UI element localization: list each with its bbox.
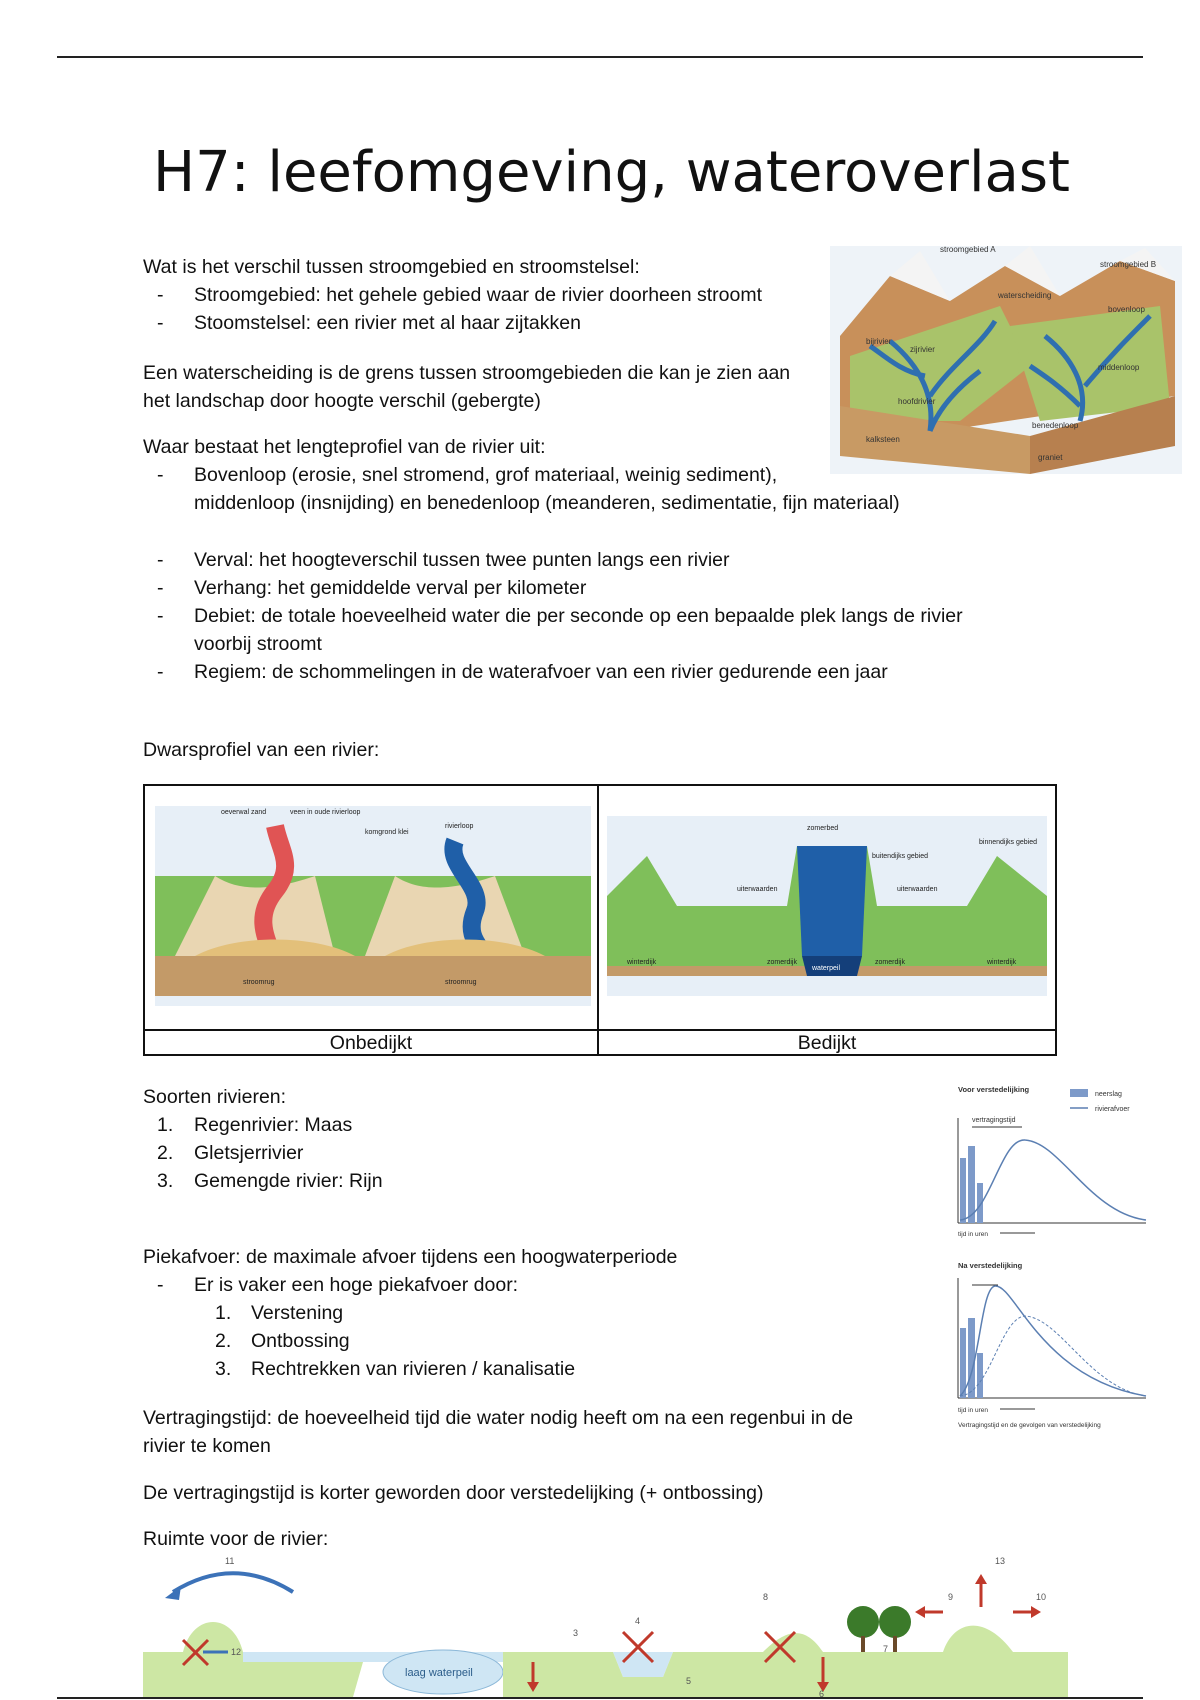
- rain-bar: [960, 1158, 966, 1223]
- rain-bar: [960, 1328, 966, 1398]
- table-divider: [597, 786, 599, 1054]
- piekafvoer-section: [143, 1243, 923, 1383]
- label-graniet: graniet: [1038, 453, 1063, 462]
- number-label: 8: [763, 1592, 769, 1602]
- hydrograph-figure: [950, 1078, 1150, 1448]
- list-item-line: voorbij stroomt: [194, 633, 322, 655]
- vertraging-paragraph: [143, 1404, 923, 1460]
- label-hoofdrivier: hoofdrivier: [898, 397, 936, 406]
- list-item: - Stoomstelsel: een rivier met al haar zijtakken: [143, 309, 823, 337]
- label-binnendijks: binnendijks gebied: [979, 839, 1037, 846]
- graph-caption: Vertragingstijd en de gevolgen van verstedelijking: [958, 1422, 1101, 1429]
- list-number: 2.: [157, 1142, 174, 1164]
- label-buitendijks: buitendijks gebied: [872, 853, 929, 860]
- label-stroomrug: stroomrug: [243, 979, 275, 986]
- list-item: [143, 1167, 843, 1195]
- vertraging-line: Vertragingstijd: de hoeveelheid tijd die water nodig heeft om na een regenbui in de: [143, 1407, 854, 1429]
- vertraging-conclusion: De vertragingstijd is korter geworden door verstedelijking (+ ontbossing): [143, 1482, 764, 1504]
- bottom-rule: [57, 1697, 1143, 1699]
- list-item: [143, 1111, 843, 1139]
- list-text: Rechtrekken van rivieren / kanalisatie: [251, 1358, 576, 1380]
- piekafvoer-causes: [143, 1299, 923, 1383]
- label-overwal-zand: oeverwal zand: [221, 809, 267, 816]
- label-komgrond: komgrond klei: [365, 829, 409, 836]
- label-uiterwaarden: uiterwaarden: [737, 886, 778, 893]
- label-zijrivier: zijrivier: [910, 345, 935, 354]
- number-label: 13: [995, 1556, 1006, 1566]
- definitions-list: [143, 546, 1043, 686]
- list-item: - Er is vaker een hoge piekafvoer door:: [143, 1271, 923, 1299]
- label-zomerbed: zomerbed: [807, 825, 839, 832]
- number-label: 4: [635, 1616, 641, 1626]
- number-label: 10: [1036, 1592, 1047, 1602]
- list-item: [143, 1355, 923, 1383]
- graph-top-title: Voor verstedelijking: [958, 1085, 1030, 1094]
- stroomgebied-section: [143, 253, 823, 337]
- label-tijd-in-uren: tijd in uren: [958, 1407, 988, 1414]
- list-item: - Stroomgebied: het gehele gebied waar de rivier doorheen stroomt: [143, 281, 823, 309]
- label-stroomgebied-a: stroomgebied A: [940, 246, 996, 254]
- list-item: [143, 1299, 923, 1327]
- list-text: Regenrivier: Maas: [194, 1114, 353, 1136]
- list-number: 3.: [157, 1170, 174, 1192]
- waterscheiding-paragraph: [143, 359, 823, 415]
- rain-bar: [977, 1353, 983, 1398]
- number-label: 5: [686, 1676, 692, 1686]
- legend-rivierafvoer: rivierafvoer: [1095, 1106, 1130, 1113]
- list-number: 1.: [157, 1114, 174, 1136]
- label-benedenloop: benedenloop: [1032, 421, 1079, 430]
- stroomgebied-illustration: [830, 246, 1182, 474]
- dwarsprofiel-heading: Dwarsprofiel van een rivier:: [143, 739, 380, 761]
- number-label: 3: [573, 1628, 579, 1638]
- list-text: Gemengde rivier: Rijn: [194, 1170, 383, 1192]
- rain-bar: [968, 1318, 975, 1398]
- label-bijrivier: bijrivier: [866, 337, 892, 346]
- label-vertragingstijd: vertragingstijd: [972, 1117, 1016, 1124]
- stroomgebied-question: Wat is het verschil tussen stroomgebied en stroomstelsel:: [143, 256, 640, 278]
- lengteprofiel-question: Waar bestaat het lengteprofiel van de rivier uit:: [143, 436, 546, 458]
- label-stroomgebied-b: stroomgebied B: [1100, 260, 1157, 269]
- list-number: 2.: [215, 1330, 232, 1352]
- caption-bedijkt: Bedijkt: [797, 1032, 857, 1054]
- number-label: 6: [819, 1689, 825, 1697]
- ruimte-heading: Ruimte voor de rivier:: [143, 1528, 329, 1550]
- top-rule: [57, 56, 1143, 58]
- piekafvoer-line: Piekafvoer: de maximale afvoer tijdens een hoogwaterperiode: [143, 1246, 678, 1268]
- label-kalksteen: kalksteen: [866, 435, 900, 444]
- stroomgebied-list: [143, 281, 823, 337]
- caption-onbedijkt: Onbedijkt: [329, 1032, 413, 1054]
- label-rivierloop: rivierloop: [445, 823, 474, 830]
- label-laag-waterpeil: laag waterpeil: [405, 1667, 473, 1679]
- label-zomerdijk: zomerdijk: [875, 959, 905, 966]
- soorten-section: [143, 1083, 843, 1195]
- list-item: [143, 602, 1043, 658]
- list-item-line: Bovenloop (erosie, snel stromend, grof materiaal, weinig sediment),: [194, 464, 778, 486]
- waterscheiding-line: het landschap door hoogte verschil (gebergte): [143, 390, 541, 412]
- label-stroomrug: stroomrug: [445, 979, 477, 986]
- rain-bar: [968, 1146, 975, 1223]
- definitions-section: [143, 546, 1043, 686]
- label-waterpeil: waterpeil: [812, 965, 841, 972]
- number-label: 9: [948, 1592, 954, 1602]
- list-number: 3.: [215, 1358, 232, 1380]
- list-item-line: Debiet: de totale hoeveelheid water die per seconde op een bepaalde plek langs de rivier: [194, 605, 963, 627]
- soorten-list: [143, 1111, 843, 1195]
- list-item-line: middenloop (insnijding) en benedenloop (meanderen, sedimentatie, fijn materiaal): [194, 492, 900, 514]
- dwarsprofiel-table: [143, 784, 1057, 1056]
- label-winterdijk: winterdijk: [987, 959, 1017, 966]
- list-number: 1.: [215, 1302, 232, 1324]
- number-label: 12: [231, 1647, 242, 1657]
- onbedijkt-illustration: [155, 806, 591, 1006]
- soorten-heading: Soorten rivieren:: [143, 1086, 287, 1108]
- piekafvoer-list: [143, 1271, 923, 1299]
- label-middenloop: middenloop: [1098, 363, 1140, 372]
- list-item: - Verval: het hoogteverschil tussen twee punten langs een rivier: [143, 546, 1043, 574]
- label-waterscheiding: waterscheiding: [998, 291, 1052, 300]
- list-item: [143, 1139, 843, 1167]
- list-text: Gletsjerrivier: [194, 1142, 304, 1164]
- label-veen: veen in oude rivierloop: [290, 809, 361, 816]
- page-title: H7: leefomgeving, wateroverlast: [153, 140, 1070, 205]
- label-tijd-in-uren: tijd in uren: [958, 1231, 988, 1238]
- number-label: 11: [225, 1556, 235, 1566]
- list-item: - Verhang: het gemiddelde verval per kilometer: [143, 574, 1043, 602]
- graph-bottom-title: Na verstedelijking: [958, 1261, 1023, 1270]
- bedijkt-illustration: [607, 816, 1047, 996]
- waterscheiding-line: Een waterscheiding is de grens tussen stroomgebieden die kan je zien aan: [143, 362, 791, 384]
- label-winterdijk: winterdijk: [627, 959, 657, 966]
- list-text: Verstening: [251, 1302, 344, 1324]
- label-zomerdijk: zomerdijk: [767, 959, 797, 966]
- vertraging-line: rivier te komen: [143, 1435, 271, 1457]
- label-uiterwaarden: uiterwaarden: [897, 886, 938, 893]
- ruimte-voor-de-rivier-diagram: [143, 1552, 1068, 1697]
- list-item: [143, 1327, 923, 1355]
- label-bovenloop: bovenloop: [1108, 305, 1145, 314]
- list-item: - Regiem: de schommelingen in de waterafvoer van een rivier gedurende een jaar: [143, 658, 1043, 686]
- legend-neerslag: neerslag: [1095, 1091, 1122, 1098]
- list-text: Ontbossing: [251, 1330, 350, 1352]
- number-label: 7: [883, 1644, 889, 1654]
